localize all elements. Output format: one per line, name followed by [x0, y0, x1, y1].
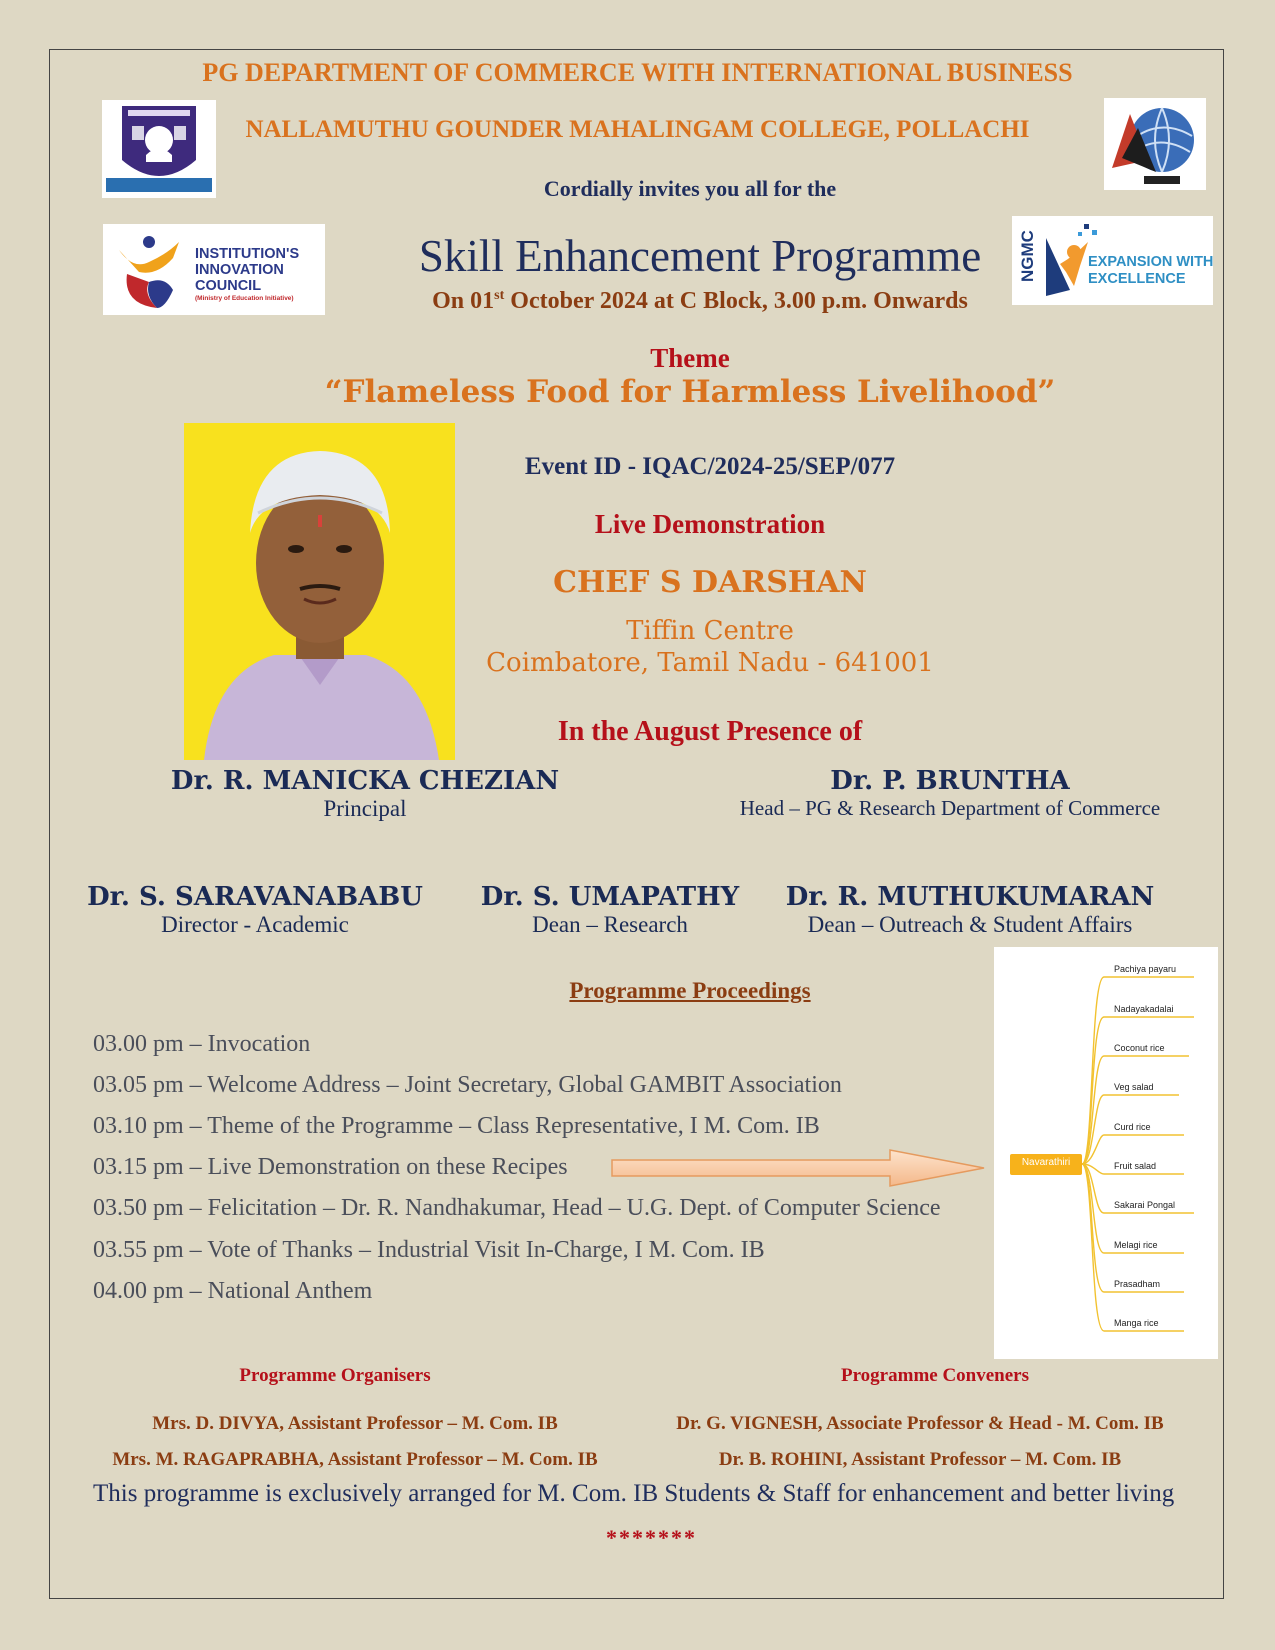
college-name: NALLAMUTHU GOUNDER MAHALINGAM COLLEGE, POLLACHI [245, 116, 1030, 143]
dignitary-name: Dr. S. UMAPATHY [480, 882, 740, 912]
dignitary-name: Dr. R. MUTHUKUMARAN [785, 882, 1155, 912]
chef-name: CHEF S DARSHAN [553, 565, 867, 600]
dignitary-name: Dr. S. SARAVANABABU [87, 882, 423, 912]
chef-address [450, 615, 970, 679]
dignitary-head [690, 766, 1210, 821]
mindmap-item: Melagi rice [1114, 1240, 1158, 1250]
proceeding-item: 03.55 pm – Vote of Thanks – Industrial Visit In-Charge, I M. Com. IB [93, 1237, 765, 1263]
mindmap-item: Coconut rice [1114, 1043, 1165, 1053]
programme-date [300, 288, 1100, 315]
arrow-right-icon [608, 1148, 988, 1193]
mindmap-item: Pachiya payaru [1114, 964, 1177, 974]
dignitary-role: Head – PG & Research Department of Commerce [739, 796, 1161, 820]
proceeding-item: 03.50 pm – Felicitation – Dr. R. Nandhakumar, Head – U.G. Dept. of Computer Science [93, 1195, 941, 1221]
ngmc-logo [1012, 216, 1213, 305]
event-id: Event ID - IQAC/2024-25/SEP/077 [524, 453, 896, 480]
proceeding-item: 03.10 pm – Theme of the Programme – Class Representative, I M. Com. IB [93, 1113, 820, 1139]
dignitary-role: Dean – Outreach & Student Affairs [807, 912, 1133, 937]
mindmap-item: Sakarai Pongal [1114, 1200, 1176, 1210]
footer-note: This programme is exclusively arranged for M. Com. IB Students & Staff for enhancement and better living [93, 1480, 1175, 1507]
mindmap-item: Veg salad [1114, 1082, 1154, 1092]
mindmap-item: Manga rice [1114, 1318, 1159, 1328]
proceedings-title: Programme Proceedings [569, 978, 811, 1003]
date-superscript: st [494, 288, 505, 303]
recipe-mindmap [994, 947, 1218, 1359]
conveners-heading: Programme Conveners [840, 1365, 1029, 1386]
organiser-name: Mrs. M. RAGAPRABHA, Assistant Professor – M. Com. IB [112, 1449, 598, 1470]
convener-name: Dr. G. VIGNESH, Associate Professor & Head - M. Com. IB [676, 1413, 1164, 1434]
august-presence: In the August Presence of [557, 716, 863, 747]
date-suffix: October 2024 at C Block, 3.00 p.m. Onwards [504, 288, 968, 314]
ngmc-line1: EXPANSION WITH [1088, 254, 1214, 270]
dignitary-principal [130, 766, 600, 822]
organiser-name: Mrs. D. DIVYA, Assistant Professor – M. Com. IB [152, 1413, 558, 1434]
invite-line: Cordially invites you all for the [543, 176, 837, 201]
dignitary-name: Dr. P. BRUNTHA [830, 766, 1070, 796]
mindmap-item: Prasadham [1114, 1279, 1161, 1289]
chef-photo [184, 423, 455, 760]
proceeding-item: 03.05 pm – Welcome Address – Joint Secretary, Global GAMBIT Association [93, 1072, 842, 1098]
dignitary-role: Dean – Research [532, 912, 688, 937]
live-demo-label: Live Demonstration [594, 509, 826, 539]
chef-city: Coimbatore, Tamil Nadu - 641001 [486, 648, 934, 678]
chef-org: Tiffin Centre [626, 616, 794, 646]
proceeding-item: 04.00 pm – National Anthem [93, 1278, 373, 1304]
date-prefix: On 01 [432, 288, 495, 314]
dignitary-dean-outreach [780, 882, 1160, 938]
organisers-heading: Programme Organisers [239, 1365, 431, 1386]
theme-text: “Flameless Food for Harmless Livelihood” [324, 374, 1056, 410]
iic-logo [103, 224, 325, 315]
iic-line2: INNOVATION [195, 262, 284, 278]
mindmap-item: Fruit salad [1114, 1161, 1157, 1171]
mindmap-item: Nadayakadalai [1114, 1004, 1174, 1014]
ngmc-side-label: NGMC [1017, 230, 1037, 282]
mindmap-root: Navarathiri [1021, 1157, 1071, 1168]
iic-line3: COUNCIL [195, 278, 262, 294]
theme-label: Theme [650, 343, 730, 373]
dignitary-role: Principal [323, 796, 407, 821]
ngmc-line2: EXCELLENCE [1088, 271, 1186, 287]
programme-title: Skill Enhancement Programme [418, 231, 982, 281]
department-heading: PG DEPARTMENT OF COMMERCE WITH INTERNATIONAL BUSINESS [202, 58, 1073, 87]
dignitary-dean-research [470, 882, 750, 938]
mindmap-item: Curd rice [1114, 1122, 1151, 1132]
iic-subtitle: (Ministry of Education Initiative) [195, 295, 294, 302]
proceeding-item: 03.00 pm – Invocation [93, 1031, 311, 1057]
convener-name: Dr. B. ROHINI, Assistant Professor – M. Com. IB [718, 1449, 1122, 1470]
proceeding-item: 03.15 pm – Live Demonstration on these Recipes [93, 1154, 568, 1180]
dignitary-name: Dr. R. MANICKA CHEZIAN [170, 766, 560, 796]
footer-stars: ******* [606, 1525, 697, 1550]
dignitary-role: Director - Academic [161, 912, 349, 937]
iic-line1: INSTITUTION'S [195, 246, 300, 262]
dignitary-director [80, 882, 430, 938]
